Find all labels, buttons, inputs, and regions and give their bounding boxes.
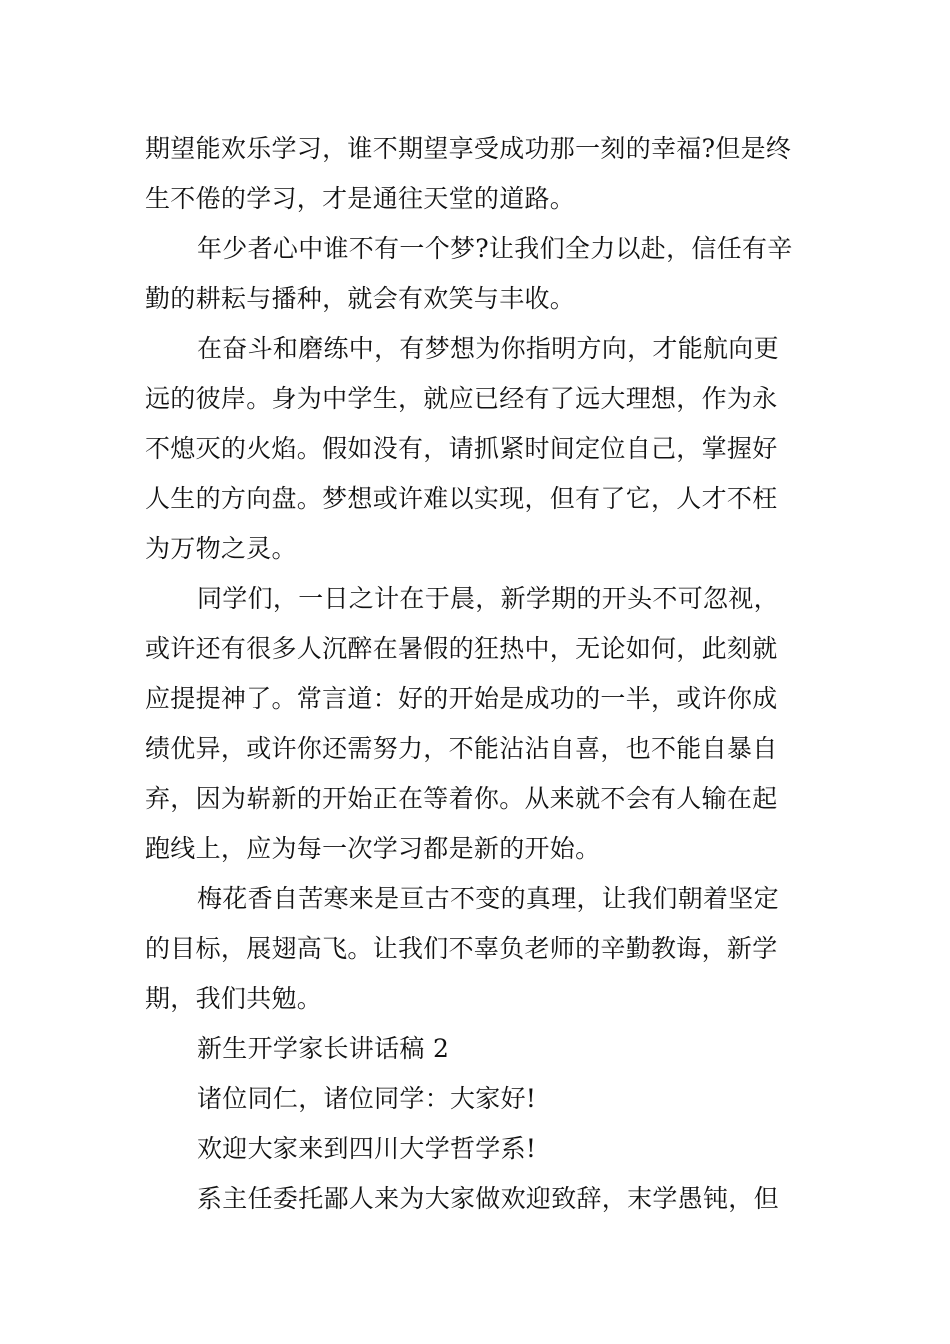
welcome-line: 欢迎大家来到四川大学哲学系! — [197, 1134, 537, 1163]
text-line: 期望能欢乐学习，谁不期望享受成功那一刻的幸福?但是终 — [145, 134, 792, 163]
text-line: 或许还有很多人沉醉在暑假的狂热中，无论如何，此刻就 — [145, 634, 778, 663]
paragraph-start-line: 同学们，一日之计在于晨，新学期的开头不可忽视， — [197, 584, 779, 613]
text-line: 生不倦的学习，才是通往天堂的道路。 — [145, 184, 576, 213]
text-line: 勤的耕耘与播种，就会有欢笑与丰收。 — [145, 284, 576, 313]
paragraph-start-line: 在奋斗和磨练中，有梦想为你指明方向，才能航向更 — [197, 334, 779, 363]
greeting-line: 诸位同仁，诸位同学：大家好! — [197, 1084, 537, 1113]
text-line: 弃，因为崭新的开始正在等着你。从来就不会有人输在起 — [145, 784, 778, 813]
text-line: 人生的方向盘。梦想或许难以实现，但有了它，人才不枉 — [145, 484, 778, 513]
text-line: 期，我们共勉。 — [145, 984, 323, 1013]
text-line: 跑线上，应为每一次学习都是新的开始。 — [145, 834, 601, 863]
paragraph-start-line: 年少者心中谁不有一个梦?让我们全力以赴，信任有辛 — [197, 234, 793, 263]
text-line: 不熄灭的火焰。假如没有，请抓紧时间定位自己，掌握好 — [145, 434, 778, 463]
text-line: 远的彼岸。身为中学生，就应已经有了远大理想，作为永 — [145, 384, 778, 413]
text-line: 为万物之灵。 — [145, 534, 297, 563]
text-line: 绩优异，或许你还需努力，不能沾沾自喜，也不能自暴自 — [145, 734, 778, 763]
section-heading: 新生开学家长讲话稿 2 — [197, 1034, 450, 1063]
text-line: 应提提神了。常言道：好的开始是成功的一半，或许你成 — [145, 684, 778, 713]
paragraph-start-line: 系主任委托鄙人来为大家做欢迎致辞，末学愚钝，但 — [197, 1184, 779, 1213]
text-line: 的目标，展翅高飞。让我们不辜负老师的辛勤教诲，新学 — [145, 934, 778, 963]
paragraph-start-line: 梅花香自苦寒来是亘古不变的真理，让我们朝着坚定 — [197, 884, 779, 913]
